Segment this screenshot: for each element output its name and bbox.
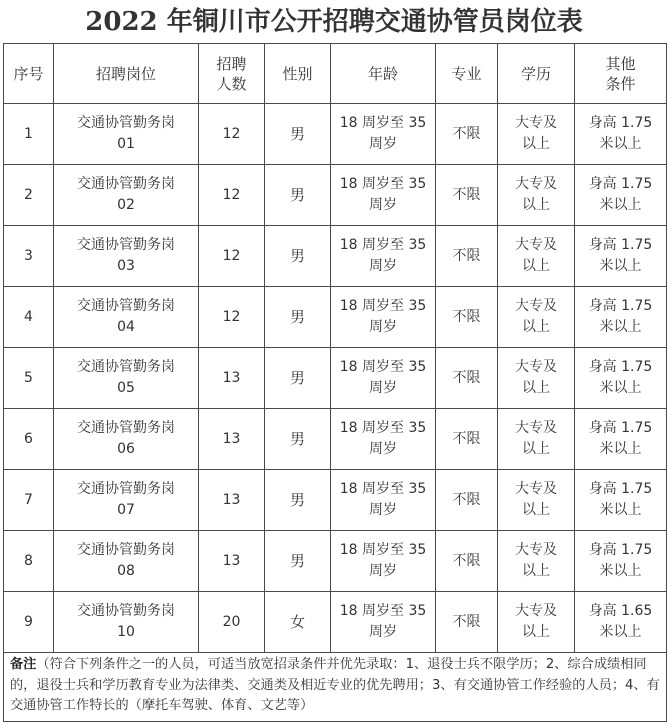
- cell-education-edu-line1: 大专及: [515, 115, 557, 131]
- cell-education: [498, 592, 575, 653]
- header-count: [199, 44, 265, 104]
- cell-major: [436, 287, 498, 348]
- cell-major-major: 不限: [452, 491, 481, 508]
- cell-age: [331, 348, 436, 409]
- cell-position-position-line2: 05: [117, 380, 135, 396]
- cell-position-position-line2: 02: [117, 197, 135, 213]
- cell-other-other-line2: 米以上: [599, 136, 642, 152]
- cell-index: [4, 226, 54, 287]
- cell-education-edu-line1: 大专及: [515, 481, 557, 497]
- cell-major-major: 不限: [452, 430, 481, 447]
- cell-gender-gender: 男: [289, 551, 305, 570]
- table-row: [4, 165, 667, 226]
- cell-other-other-line1: 身高 1.75: [588, 237, 653, 253]
- cell-education: [498, 470, 575, 531]
- cell-index-index: 2: [24, 186, 33, 203]
- cell-index: [4, 287, 54, 348]
- cell-education-edu-line2: 以上: [522, 136, 550, 152]
- cell-age-age-line1: 18 周岁至 35: [339, 603, 427, 619]
- cell-index: [4, 104, 54, 165]
- cell-other-other-line1: 身高 1.75: [588, 481, 653, 497]
- cell-other: [575, 287, 667, 348]
- cell-position-position-line1: 交通协管勤务岗: [77, 359, 175, 375]
- cell-major: [436, 348, 498, 409]
- cell-index: [4, 592, 54, 653]
- cell-other-other-line2: 米以上: [599, 624, 642, 640]
- cell-age-age-line1: 18 周岁至 35: [339, 298, 427, 314]
- cell-position: [54, 104, 199, 165]
- cell-position: [54, 165, 199, 226]
- cell-gender-gender: 男: [289, 246, 305, 265]
- cell-age-age-line2: 周岁: [369, 136, 397, 152]
- cell-other-other-line2: 米以上: [599, 319, 642, 335]
- table-row: [4, 531, 667, 592]
- cell-position-position-line1: 交通协管勤务岗: [77, 481, 175, 497]
- cell-education-edu-line2: 以上: [522, 441, 550, 457]
- header-position: 招聘岗位: [54, 44, 199, 104]
- header-count-line2: 人数: [216, 74, 247, 93]
- cell-gender: [265, 165, 331, 226]
- cell-position-position-line2: 08: [117, 563, 135, 579]
- header-other-line2: 条件: [605, 74, 636, 93]
- cell-education-edu-line2: 以上: [522, 563, 550, 579]
- cell-other-other-line1: 身高 1.75: [588, 420, 653, 436]
- table-row: [4, 348, 667, 409]
- cell-major: [436, 470, 498, 531]
- cell-age-age-line1: 18 周岁至 35: [339, 359, 427, 375]
- cell-index: [4, 348, 54, 409]
- cell-count-count: 13: [222, 369, 241, 386]
- table-row: [4, 409, 667, 470]
- cell-age-age-line1: 18 周岁至 35: [339, 481, 427, 497]
- cell-count-count: 12: [222, 308, 241, 325]
- cell-other-other-line2: 米以上: [599, 441, 642, 457]
- cell-count-count: 13: [222, 552, 241, 569]
- cell-other-other-line2: 米以上: [599, 563, 642, 579]
- cell-other-other-line1: 身高 1.75: [588, 176, 653, 192]
- cell-age-age-line2: 周岁: [369, 319, 397, 335]
- cell-major-major: 不限: [452, 247, 481, 264]
- cell-gender-gender: 男: [289, 490, 305, 509]
- cell-gender-gender: 男: [289, 429, 305, 448]
- cell-age-age-line2: 周岁: [369, 624, 397, 640]
- cell-position: [54, 226, 199, 287]
- cell-education-edu-line1: 大专及: [515, 176, 557, 192]
- cell-education-edu-line2: 以上: [522, 258, 550, 274]
- cell-other: [575, 409, 667, 470]
- cell-index-index: 9: [24, 613, 33, 630]
- cell-age: [331, 592, 436, 653]
- cell-position-position-line1: 交通协管勤务岗: [77, 176, 175, 192]
- cell-age-age-line2: 周岁: [369, 563, 397, 579]
- cell-age: [331, 287, 436, 348]
- cell-major-major: 不限: [452, 552, 481, 569]
- cell-education: [498, 409, 575, 470]
- cell-position-position-line2: 01: [117, 136, 135, 152]
- cell-position: [54, 531, 199, 592]
- cell-education-edu-line2: 以上: [522, 502, 550, 518]
- cell-gender-gender: 男: [289, 124, 305, 143]
- header-education: 学历: [498, 44, 575, 104]
- cell-education-edu-line2: 以上: [522, 624, 550, 640]
- table-row: [4, 104, 667, 165]
- cell-index-index: 4: [24, 308, 33, 325]
- cell-count-count: 12: [222, 186, 241, 203]
- table-header-row: [4, 44, 667, 104]
- cell-count: [199, 470, 265, 531]
- cell-age: [331, 531, 436, 592]
- cell-age-age-line2: 周岁: [369, 502, 397, 518]
- cell-count: [199, 165, 265, 226]
- cell-education: [498, 104, 575, 165]
- cell-major-major: 不限: [452, 369, 481, 386]
- cell-position-position-line1: 交通协管勤务岗: [77, 542, 175, 558]
- cell-other-other-line2: 米以上: [599, 380, 642, 396]
- cell-other-other-line1: 身高 1.75: [588, 542, 653, 558]
- cell-gender-gender: 男: [289, 307, 305, 326]
- cell-count-count: 20: [222, 613, 241, 630]
- header-age: 年龄: [331, 44, 436, 104]
- header-other-line1: 其他: [605, 54, 636, 73]
- cell-major: [436, 592, 498, 653]
- cell-other: [575, 104, 667, 165]
- cell-count-count: 12: [222, 125, 241, 142]
- cell-major: [436, 409, 498, 470]
- cell-other: [575, 348, 667, 409]
- cell-gender-gender: 男: [289, 368, 305, 387]
- cell-major: [436, 226, 498, 287]
- cell-other-other-line2: 米以上: [599, 502, 642, 518]
- cell-age-age-line2: 周岁: [369, 441, 397, 457]
- cell-other: [575, 531, 667, 592]
- cell-gender: [265, 592, 331, 653]
- cell-other-other-line1: 身高 1.75: [588, 115, 653, 131]
- cell-age-age-line1: 18 周岁至 35: [339, 237, 427, 253]
- cell-other-other-line2: 米以上: [599, 197, 642, 213]
- header-count-line1: 招聘: [216, 54, 247, 73]
- cell-other: [575, 226, 667, 287]
- cell-position-position-line1: 交通协管勤务岗: [77, 115, 175, 131]
- header-major: 专业: [436, 44, 498, 104]
- cell-gender-gender: 男: [289, 185, 305, 204]
- cell-age-age-line2: 周岁: [369, 258, 397, 274]
- note-text: （符合下列条件之一的人员，可适当放宽招录条件并优先录取：1、退役士兵不限学历；2、综合成绩相同的，退役士兵和学历教育专业为法律类、交通类及相近专业的优先聘用；3、有交通协管工作经验的人员；4、有交通协管工作特长的（摩托车驾驶、体育、文艺等）: [10, 657, 660, 713]
- cell-age: [331, 104, 436, 165]
- cell-gender: [265, 409, 331, 470]
- cell-count: [199, 531, 265, 592]
- cell-age: [331, 470, 436, 531]
- cell-count: [199, 592, 265, 653]
- cell-index: [4, 409, 54, 470]
- cell-position-position-line2: 03: [117, 258, 135, 274]
- cell-index-index: 8: [24, 552, 33, 569]
- cell-major: [436, 104, 498, 165]
- note-row: [4, 653, 667, 722]
- cell-age-age-line1: 18 周岁至 35: [339, 176, 427, 192]
- cell-education-edu-line2: 以上: [522, 197, 550, 213]
- cell-major: [436, 165, 498, 226]
- cell-count-count: 12: [222, 247, 241, 264]
- cell-index: [4, 531, 54, 592]
- cell-major-major: 不限: [452, 308, 481, 325]
- table-row: [4, 226, 667, 287]
- cell-education-edu-line2: 以上: [522, 380, 550, 396]
- cell-count-count: 13: [222, 430, 241, 447]
- cell-index-index: 6: [24, 430, 33, 447]
- cell-count-count: 13: [222, 491, 241, 508]
- cell-age-age-line1: 18 周岁至 35: [339, 115, 427, 131]
- cell-position: [54, 348, 199, 409]
- cell-age-age-line1: 18 周岁至 35: [339, 542, 427, 558]
- cell-education: [498, 348, 575, 409]
- cell-count: [199, 226, 265, 287]
- cell-position-position-line2: 06: [117, 441, 135, 457]
- cell-gender-gender: 女: [289, 612, 305, 631]
- cell-position: [54, 470, 199, 531]
- cell-position-position-line1: 交通协管勤务岗: [77, 237, 175, 253]
- cell-count: [199, 348, 265, 409]
- cell-other-other-line1: 身高 1.75: [588, 359, 653, 375]
- cell-major-major: 不限: [452, 186, 481, 203]
- cell-age-age-line1: 18 周岁至 35: [339, 420, 427, 436]
- cell-position-position-line2: 10: [117, 624, 135, 640]
- cell-position: [54, 287, 199, 348]
- cell-education: [498, 165, 575, 226]
- cell-age-age-line2: 周岁: [369, 197, 397, 213]
- cell-gender: [265, 470, 331, 531]
- table-row: [4, 470, 667, 531]
- cell-education-edu-line1: 大专及: [515, 603, 557, 619]
- cell-major-major: 不限: [452, 613, 481, 630]
- cell-education: [498, 531, 575, 592]
- table-row: [4, 592, 667, 653]
- cell-position: [54, 409, 199, 470]
- note-label: 备注: [10, 657, 37, 672]
- cell-gender: [265, 348, 331, 409]
- cell-education-edu-line1: 大专及: [515, 542, 557, 558]
- cell-age-age-line2: 周岁: [369, 380, 397, 396]
- positions-table: [3, 43, 667, 722]
- cell-education: [498, 226, 575, 287]
- cell-education-edu-line2: 以上: [522, 319, 550, 335]
- table-row: [4, 287, 667, 348]
- header-gender: 性别: [265, 44, 331, 104]
- cell-position: [54, 592, 199, 653]
- cell-other-other-line1: 身高 1.65: [588, 603, 653, 619]
- cell-count: [199, 287, 265, 348]
- cell-count: [199, 409, 265, 470]
- cell-education: [498, 287, 575, 348]
- cell-index-index: 5: [24, 369, 33, 386]
- cell-count: [199, 104, 265, 165]
- cell-position-position-line1: 交通协管勤务岗: [77, 420, 175, 436]
- note-cell: [4, 653, 667, 722]
- cell-education-edu-line1: 大专及: [515, 420, 557, 436]
- cell-index: [4, 165, 54, 226]
- cell-position-position-line1: 交通协管勤务岗: [77, 298, 175, 314]
- cell-position-position-line2: 07: [117, 502, 135, 518]
- header-index: 序号: [4, 44, 54, 104]
- cell-index-index: 3: [24, 247, 33, 264]
- cell-index: [4, 470, 54, 531]
- cell-education-edu-line1: 大专及: [515, 359, 557, 375]
- cell-position-position-line2: 04: [117, 319, 135, 335]
- cell-other-other-line2: 米以上: [599, 258, 642, 274]
- cell-other-other-line1: 身高 1.75: [588, 298, 653, 314]
- cell-position-position-line1: 交通协管勤务岗: [77, 603, 175, 619]
- cell-index-index: 7: [24, 491, 33, 508]
- cell-gender: [265, 287, 331, 348]
- cell-other: [575, 592, 667, 653]
- cell-other: [575, 165, 667, 226]
- cell-index-index: 1: [24, 125, 33, 142]
- cell-age: [331, 409, 436, 470]
- cell-major-major: 不限: [452, 125, 481, 142]
- cell-age: [331, 226, 436, 287]
- cell-education-edu-line1: 大专及: [515, 298, 557, 314]
- cell-age: [331, 165, 436, 226]
- cell-gender: [265, 531, 331, 592]
- header-other: [575, 44, 667, 104]
- page-title: 2022 年铜川市公开招聘交通协管员岗位表: [85, 7, 583, 37]
- cell-gender: [265, 226, 331, 287]
- cell-education-edu-line1: 大专及: [515, 237, 557, 253]
- cell-other: [575, 470, 667, 531]
- cell-gender: [265, 104, 331, 165]
- cell-major: [436, 531, 498, 592]
